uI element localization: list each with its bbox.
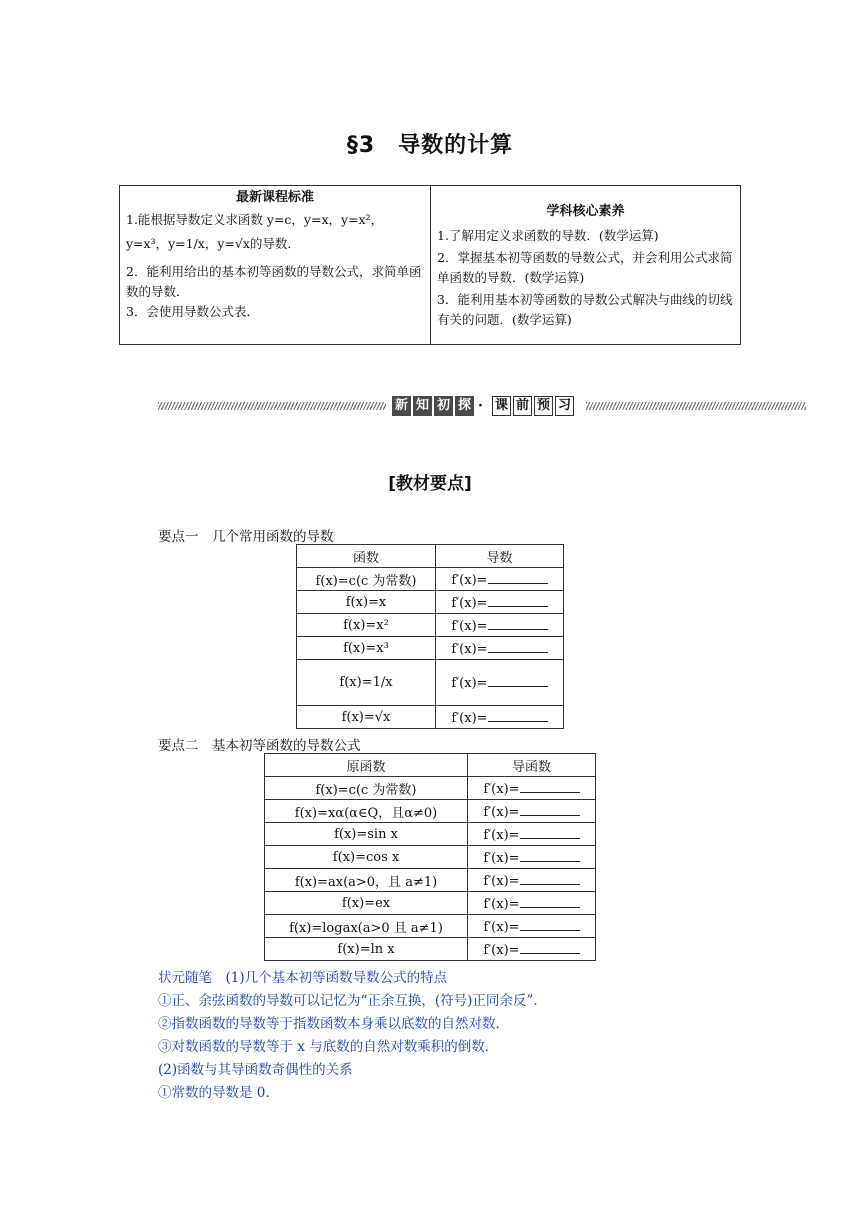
standard-item-1: [126, 210, 424, 230]
note-line: ②指数函数的导数等于指数函数本身乘以底数的自然对数．: [158, 1016, 509, 1032]
function-cell: f(x)=xα(α∈Q，且α≠0): [265, 800, 468, 823]
derivative-cell: [468, 869, 596, 892]
table-header: 导函数: [468, 754, 596, 777]
derivative-label: f′(x)=: [451, 618, 488, 634]
banner-tag-preview: [492, 396, 574, 416]
banner-char: 课: [492, 396, 511, 416]
note-line: ①常数的导数是 0.: [158, 1085, 270, 1101]
function-cell: f(x)=1/x: [297, 660, 436, 706]
note-line: ①正、余弦函数的导数可以记忆为“正余互换，(符号)正同余反”．: [158, 993, 547, 1009]
derivative-label: f′(x)=: [451, 710, 488, 726]
banner-char: 初: [434, 396, 453, 416]
derivative-label: f′(x)=: [451, 572, 488, 588]
answer-blank[interactable]: [520, 941, 580, 954]
answer-blank[interactable]: [488, 617, 548, 630]
literacy-item-3: 3．能利用基本初等函数的导数公式解决与曲线的切线有关的问题．(数学运算): [437, 292, 733, 327]
function-cell: f(x)=cos x: [265, 846, 468, 869]
literacy-item-2: 2．掌握基本初等函数的导数公式，并会利用公式求简单函数的导数．(数学运算): [437, 250, 733, 285]
table-header: 函数: [297, 545, 436, 568]
derivative-cell: [468, 892, 596, 915]
banner-char: 习: [555, 396, 574, 416]
common-derivatives-table: [296, 544, 564, 729]
function-cell: f(x)=ln x: [265, 938, 468, 961]
standard-item-3: 3．会使用导数公式表．: [126, 304, 259, 319]
answer-blank[interactable]: [488, 640, 548, 653]
derivative-label: f′(x)=: [451, 641, 488, 657]
derivative-cell: [468, 938, 596, 961]
function-cell: f(x)=logax(a>0 且 a≠1): [265, 915, 468, 938]
core-literacy-column: [431, 186, 740, 344]
derivative-label: f′(x)=: [483, 781, 520, 797]
point-one-label: 要点一 几个常用函数的导数: [158, 529, 334, 545]
answer-blank[interactable]: [488, 674, 548, 687]
function-cell: f(x)=x²: [297, 614, 436, 637]
function-cell: f(x)=c(c 为常数): [297, 568, 436, 591]
banner-char: 新: [392, 396, 411, 416]
derivative-label: f′(x)=: [483, 827, 520, 843]
function-cell: f(x)=ex: [265, 892, 468, 915]
derivative-cell: [436, 706, 564, 729]
answer-blank[interactable]: [488, 571, 548, 584]
derivative-cell: [468, 800, 596, 823]
derivative-label: f′(x)=: [483, 850, 520, 866]
table-header: 导数: [436, 545, 564, 568]
derivative-cell: [436, 614, 564, 637]
page-title: §3 导数的计算: [346, 133, 514, 158]
banner-tag-new-knowledge: [392, 396, 474, 416]
function-cell: f(x)=√x: [297, 706, 436, 729]
derivative-cell: [468, 846, 596, 869]
banner-char: 预: [534, 396, 553, 416]
answer-blank[interactable]: [488, 594, 548, 607]
note-line: ③对数函数的导数等于 x 与底数的自然对数乘积的倒数．: [158, 1039, 499, 1055]
derivative-label: f′(x)=: [451, 676, 488, 691]
standard-item-1-line-2: y=x³，y=1/x，y=√x的导数．: [126, 236, 300, 251]
banner-hatch-right: [586, 402, 806, 410]
standard-item-2: 2．能利用给出的基本初等函数的导数公式，求简单函数的导数．: [126, 264, 422, 299]
function-cell: f(x)=x: [297, 591, 436, 614]
elementary-derivatives-table: [264, 753, 596, 961]
derivative-label: f′(x)=: [483, 873, 520, 889]
section-banner: [158, 396, 806, 418]
derivative-cell: [468, 823, 596, 846]
answer-blank[interactable]: [520, 895, 580, 908]
derivative-cell: [468, 777, 596, 800]
latest-standards-column: [120, 186, 431, 344]
derivative-cell: [436, 637, 564, 660]
answer-blank[interactable]: [488, 709, 548, 722]
core-literacy-header: 学科核心素养: [546, 204, 625, 219]
derivative-label: f′(x)=: [483, 896, 520, 912]
banner-char: 知: [413, 396, 432, 416]
course-standards-table: [119, 185, 741, 345]
answer-blank[interactable]: [520, 918, 580, 931]
answer-blank[interactable]: [520, 872, 580, 885]
answer-blank[interactable]: [520, 780, 580, 793]
derivative-label: f′(x)=: [483, 804, 520, 820]
function-cell: f(x)=sin x: [265, 823, 468, 846]
derivative-cell: [468, 915, 596, 938]
answer-blank[interactable]: [520, 803, 580, 816]
standard-item-1-line-1: 1.能根据导数定义求函数 y=c，y=x，y=x²，: [126, 212, 384, 227]
banner-hatch-left: [158, 402, 386, 410]
function-cell: f(x)=ax(a>0，且 a≠1): [265, 869, 468, 892]
note-line: 状元随笔 (1)几个基本初等函数导数公式的特点: [158, 970, 448, 986]
derivative-cell: [436, 660, 564, 706]
table-header: 原函数: [265, 754, 468, 777]
note-line: (2)函数与其导函数奇偶性的关系: [158, 1062, 353, 1078]
derivative-label: f′(x)=: [483, 942, 520, 958]
literacy-item-1: 1.了解用定义求函数的导数．(数学运算): [437, 228, 659, 243]
banner-char: 前: [513, 396, 532, 416]
point-two-label: 要点二 基本初等函数的导数公式: [158, 738, 361, 754]
derivative-label: f′(x)=: [483, 919, 520, 935]
latest-standards-header: 最新课程标准: [235, 190, 314, 205]
function-cell: f(x)=x³: [297, 637, 436, 660]
textbook-key-points-heading: [教材要点]: [388, 474, 472, 494]
answer-blank[interactable]: [520, 849, 580, 862]
function-cell: f(x)=c(c 为常数): [265, 777, 468, 800]
answer-blank[interactable]: [520, 826, 580, 839]
derivative-cell: [436, 568, 564, 591]
banner-separator: ·: [478, 398, 483, 414]
standard-item-1b: [126, 234, 424, 254]
derivative-cell: [436, 591, 564, 614]
banner-char: 探: [455, 396, 474, 416]
derivative-label: f′(x)=: [451, 595, 488, 611]
